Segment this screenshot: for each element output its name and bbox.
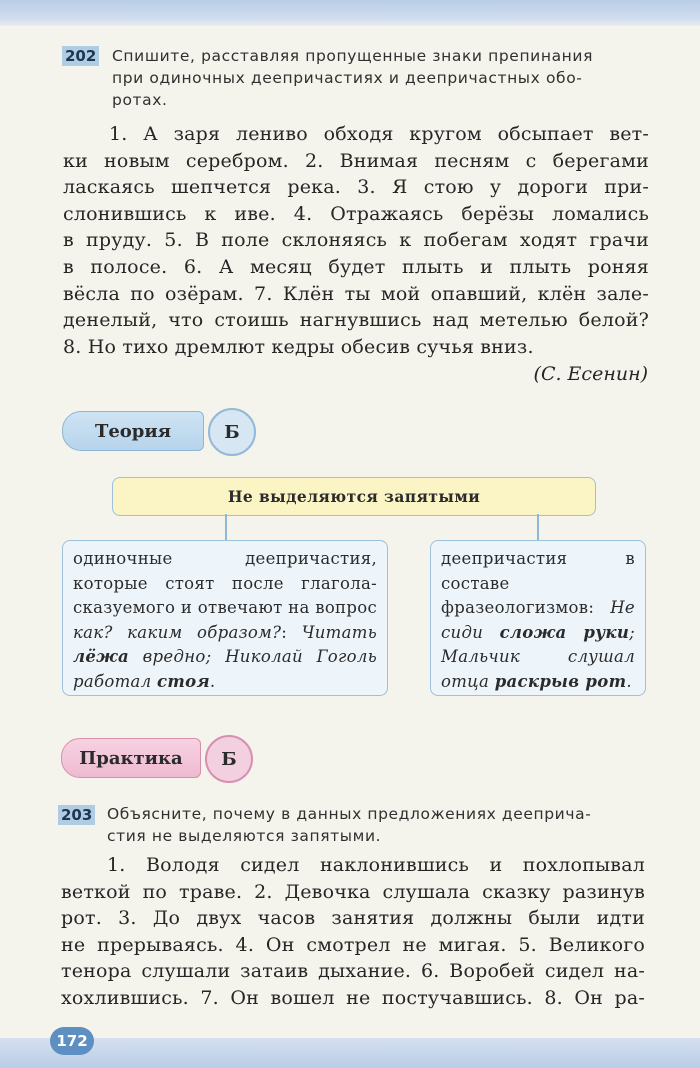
task-line: Объясните, почему в данных предложениях дееприча- bbox=[107, 805, 592, 823]
text-line: 1. А заря лениво обходя кругом обсыпает вет- bbox=[109, 123, 649, 145]
theory-header-box bbox=[112, 477, 596, 516]
exercise-203-text bbox=[61, 852, 645, 1012]
text-line: не прерываясь. 4. Он смотрел не мигая. 5. Великого bbox=[61, 933, 645, 956]
practice-level-badge: Б bbox=[205, 735, 253, 783]
text-line: ласкаясь шепчется река. 3. Я стою у дороги при- bbox=[63, 176, 649, 199]
task-line: стия не выделяются запятыми. bbox=[107, 827, 382, 845]
task-line: ротах. bbox=[112, 91, 168, 109]
task-line: Спишите, расставляя пропущенные знаки препинания bbox=[112, 47, 594, 65]
author-attribution: (С. Есенин) bbox=[533, 363, 648, 385]
text-line: 1. Володя сидел наклонившись и похлопывал bbox=[107, 854, 645, 876]
text-line: слонившись к иве. 4. Отражаясь берёзы ломались bbox=[63, 202, 649, 225]
bottom-color-band bbox=[0, 1038, 700, 1068]
theory-box-phraseologisms: деепричастия в составе фразеологизмов: Не сиди сложа руки; Мальчик слушал отца раскрыв рот. bbox=[430, 540, 646, 696]
text-line: тенора слушали затаив дыхание. 6. Воробей сидел на- bbox=[61, 960, 645, 983]
theory-label: Теория bbox=[62, 411, 204, 451]
practice-label: Практика bbox=[61, 738, 201, 778]
theory-level-badge: Б bbox=[208, 408, 256, 456]
top-color-band bbox=[0, 0, 700, 26]
exercise-203-task bbox=[107, 803, 652, 847]
text-line: 8. Но тихо дремлют кедры обесив сучья вниз. bbox=[63, 335, 534, 358]
page-number: 172 bbox=[50, 1027, 94, 1055]
text-line: в пруду. 5. В поле склоняясь к побегам ходят грачи bbox=[63, 229, 649, 252]
task-line: при одиночных деепричастиях и деепричастных обо- bbox=[112, 69, 583, 87]
theory-box-single-participles: одиночные деепричастия, которые стоят после глагола-сказуемого и отвечают на вопрос как? каким образом?: Читать лёжа вредно; Николай Гоголь работал стоя. bbox=[62, 540, 388, 696]
text-line: вёсла по озёрам. 7. Клён ты мой опавший, клён зале- bbox=[63, 282, 649, 305]
connector-left bbox=[225, 514, 227, 541]
connector-right bbox=[537, 514, 539, 541]
exercise-number-203: 203 bbox=[58, 805, 95, 825]
exercise-number-202: 202 bbox=[62, 46, 99, 66]
text-line: рот. 3. До двух часов занятия должны были идти bbox=[61, 907, 645, 930]
text-line: денелый, что стоишь нагнувшись над метелью белой? bbox=[63, 309, 649, 332]
text-line: ки новым серебром. 2. Внимая песням с берегами bbox=[63, 149, 649, 172]
theory-header: Не выделяются запятыми bbox=[227, 487, 481, 506]
text-line: веткой по траве. 2. Девочка слушала сказку разинув bbox=[61, 880, 645, 903]
exercise-202-text bbox=[63, 121, 649, 360]
text-line: хохлившись. 7. Он вошел не постучавшись. 8. Он ра- bbox=[61, 986, 645, 1009]
text-line: в полосе. 6. А месяц будет плыть и плыть роняя bbox=[63, 255, 649, 278]
exercise-202-task bbox=[112, 45, 652, 111]
